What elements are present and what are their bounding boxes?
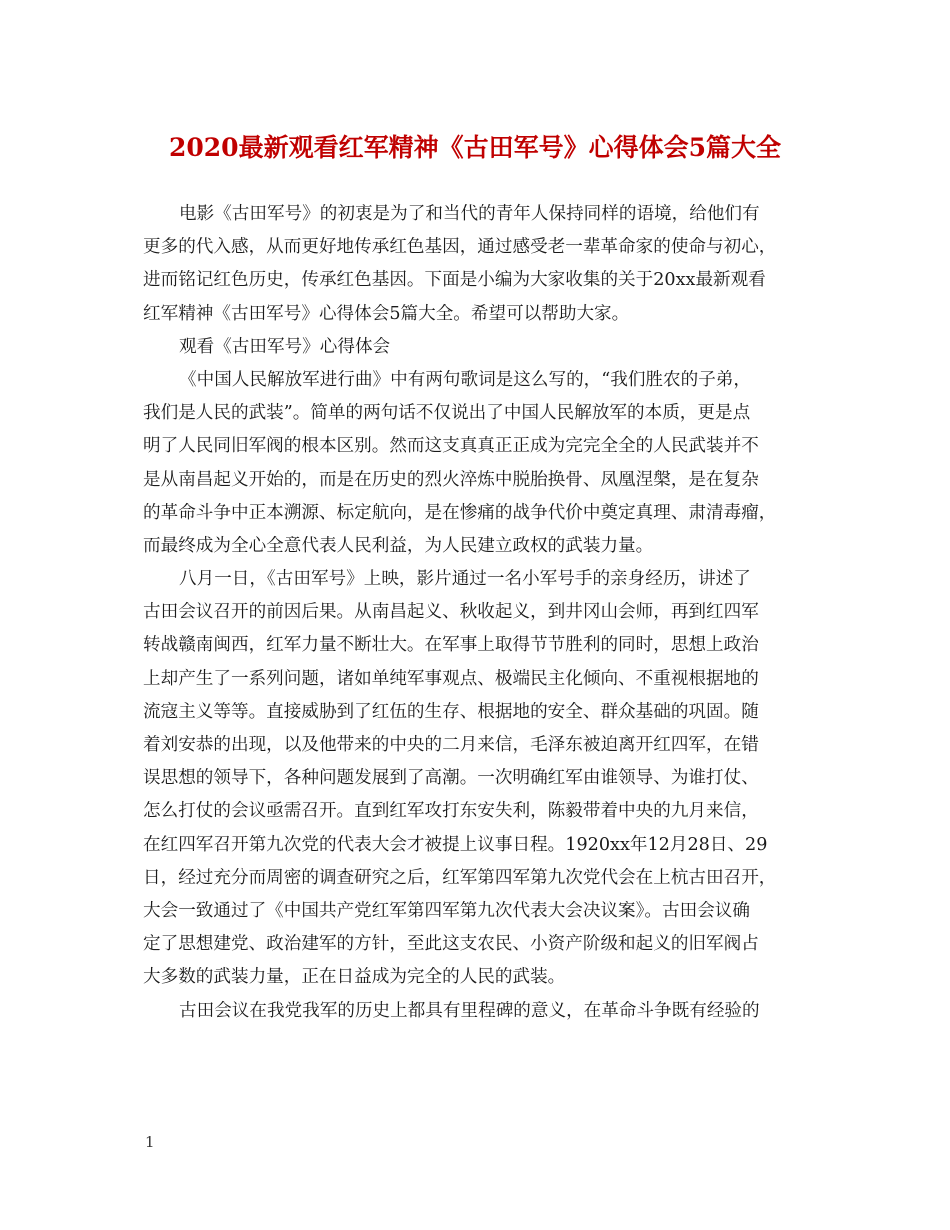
paragraph-line: 更多的代入感，从而更好地传承红色基因，通过感受老一辈革命家的使命与初心，: [143, 237, 777, 258]
paragraph-line: 明了人民同旧军阀的根本区别。然而这支真真正正成为完完全全的人民武装并不: [143, 436, 759, 457]
paragraph-line: 我们是人民的武装”。简单的两句话不仅说出了中国人民解放军的本质，更是点: [143, 403, 751, 424]
paragraph-line: 定了思想建党、政治建军的方针，至此这支农民、小资产阶级和起义的旧军阀占: [143, 934, 759, 955]
paragraph-line: 着刘安恭的出现，以及他带来的中央的二月来信，毛泽东被迫离开红四军，在错: [143, 735, 759, 755]
paragraph-line: 《中国人民解放军进行曲》中有两句歌词是这么写的，“我们胜农的子弟，: [179, 369, 751, 390]
paragraph-line: 上却产生了一系列问题，诸如单纯军事观点、极端民主化倾向、不重视根据地的: [143, 668, 759, 689]
paragraph-line: 日，经过充分而周密的调查研究之后，红军第四军第九次党代会在上杭古田召开，: [143, 867, 777, 888]
paragraph-line: 在红四军召开第九次党的代表大会才被提上议事日程。1920xx年12月28日、29: [143, 834, 768, 855]
paragraph-line: 大多数的武装力量，正在日益成为完全的人民的武装。: [143, 967, 566, 988]
paragraph-line: 转战赣南闽西，红军力量不断壮大。在军事上取得节节胜利的同时，思想上政治: [143, 635, 759, 656]
paragraph-line: 古田会议召开的前因后果。从南昌起义、秋收起义，到井冈山会师，再到红四军: [143, 602, 759, 623]
paragraph-line: 误思想的领导下，各种问题发展到了高潮。一次明确红军由谁领导、为谁打仗、: [143, 768, 759, 789]
paragraph-line: 古田会议在我党我军的历史上都具有里程碑的意义，在革命斗争既有经验的: [179, 1000, 760, 1021]
page-number: 1: [145, 1133, 155, 1151]
paragraph-line: 的革命斗争中正本溯源、标定航向，是在惨痛的战争代价中奠定真理、肃清毒瘤，: [143, 502, 777, 523]
paragraph-line: 而最终成为全心全意代表人民利益，为人民建立政权的武装力量。: [143, 535, 654, 556]
paragraph-line: 八月一日，《古田军号》上映，影片通过一名小军号手的亲身经历，讲述了: [179, 569, 751, 590]
paragraph-line: 是从南昌起义开始的，而是在历史的烈火淬炼中脱胎换骨、凤凰涅槃，是在复杂: [143, 469, 759, 490]
paragraph-line: 流寇主义等等。直接威胁到了红伍的生存、根据地的安全、群众基础的巩固。随: [143, 701, 759, 722]
paragraph-line: 进而铭记红色历史，传承红色基因。下面是小编为大家收集的关于20xx最新观看: [143, 270, 766, 291]
section-heading: 观看《古田军号》心得体会: [179, 336, 391, 357]
document-title: 2020最新观看红军精神《古田军号》心得体会5篇大全: [169, 133, 781, 162]
document-body: [143, 198, 823, 1028]
paragraph-line: 怎么打仗的会议亟需召开。直到红军攻打东安失利，陈毅带着中央的九月来信，: [143, 801, 759, 822]
paragraph-line: 红军精神《古田军号》心得体会5篇大全。希望可以帮助大家。: [143, 303, 630, 324]
paragraph-line: 大会一致通过了《中国共产党红军第四军第九次代表大会决议案》。古田会议确: [143, 900, 750, 921]
paragraph-line: 电影《古田军号》的初衷是为了和当代的青年人保持同样的语境，给他们有: [179, 204, 760, 224]
